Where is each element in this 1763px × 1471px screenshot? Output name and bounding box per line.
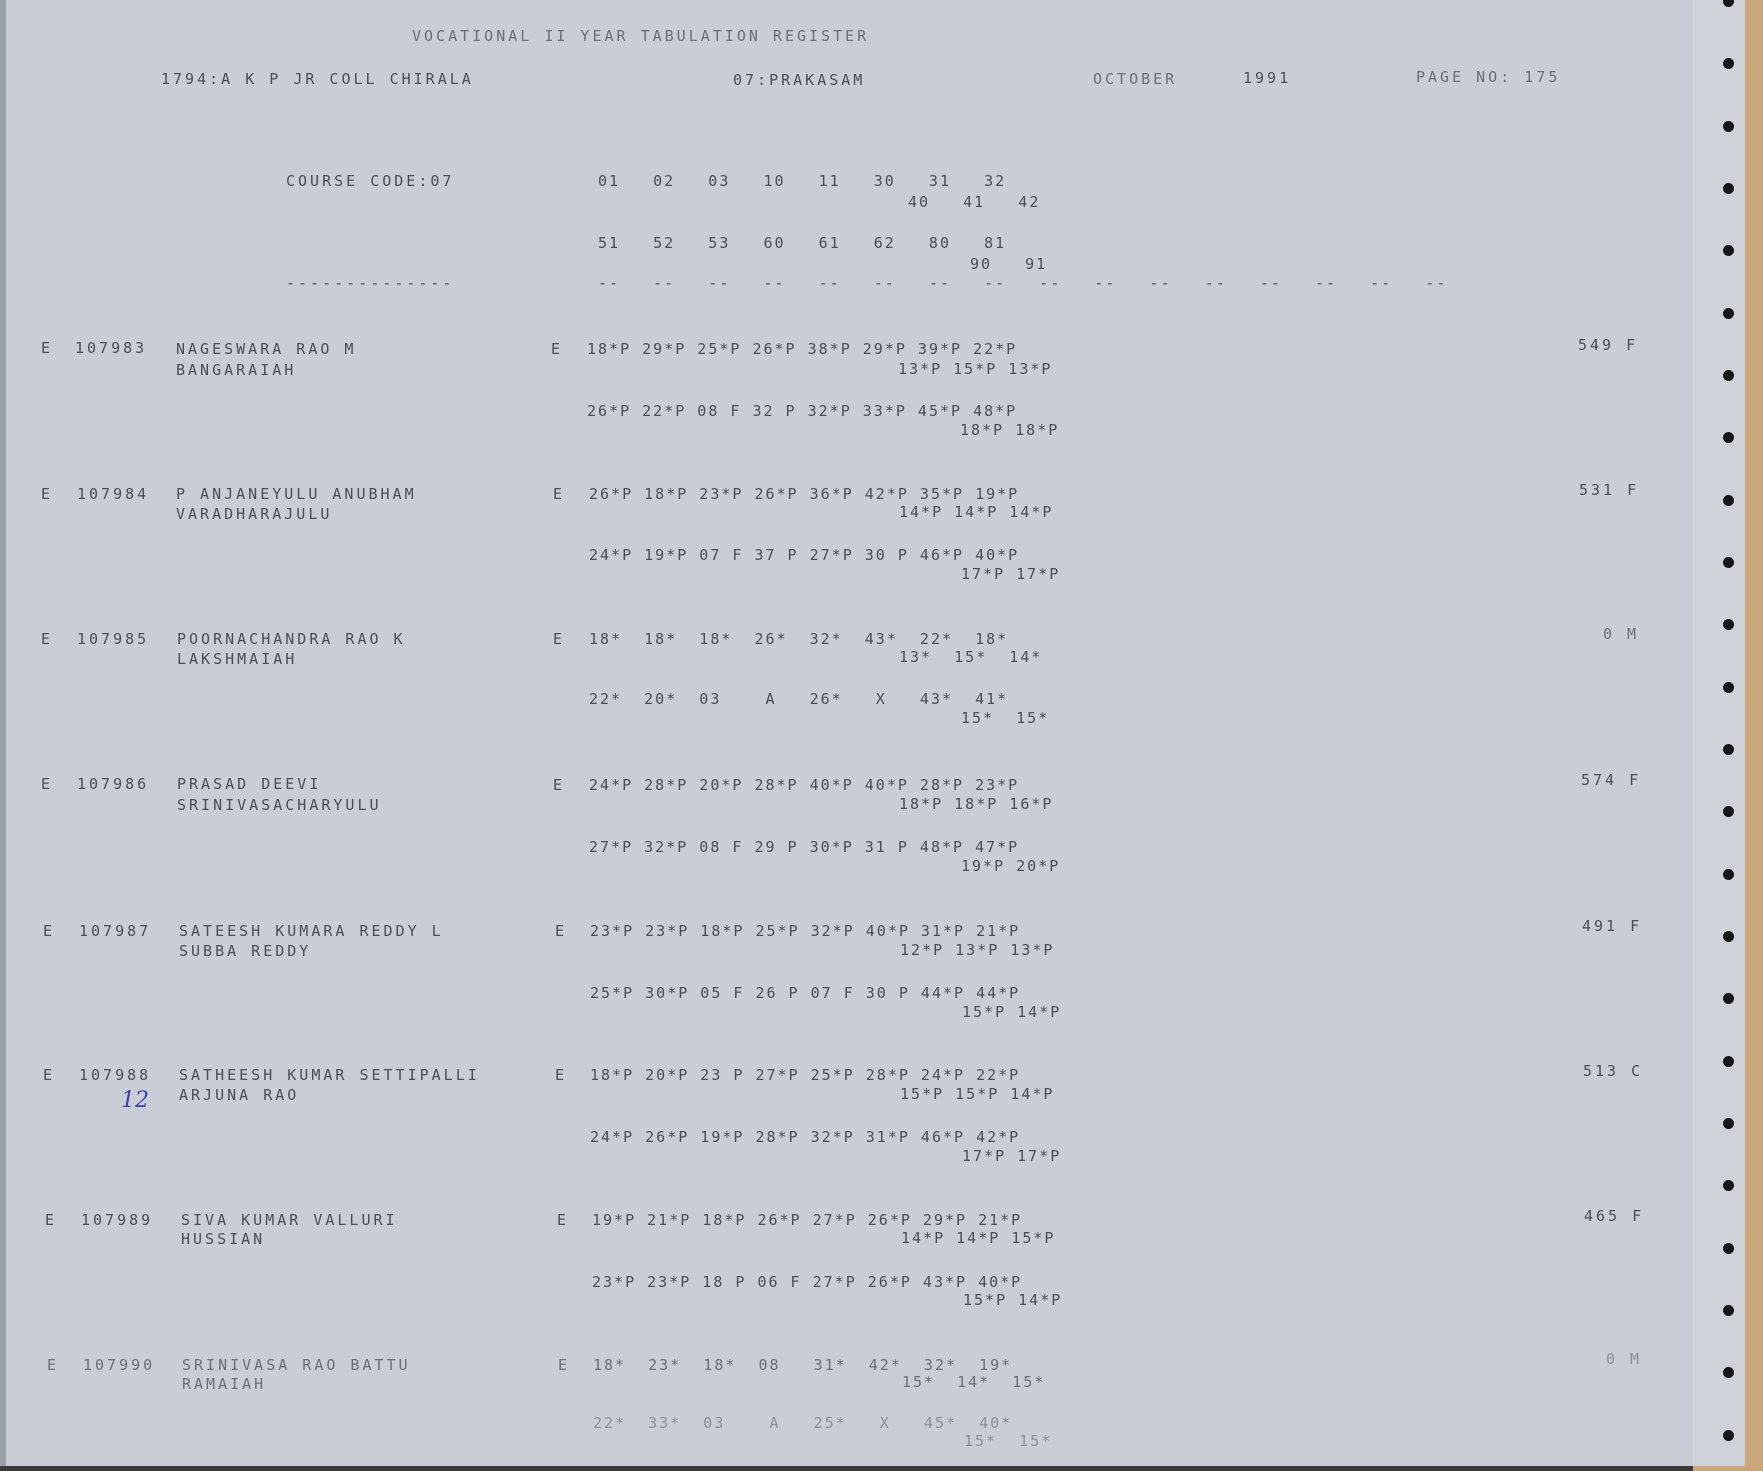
- total-result: 0 M: [1603, 625, 1640, 643]
- marks-row1b: 14*P 14*P 14*P: [899, 503, 1054, 521]
- marks-row2b: 15*P 14*P: [962, 1003, 1062, 1021]
- handwritten-note: 12: [121, 1088, 149, 1113]
- feed-hole: [1723, 1180, 1734, 1191]
- feed-hole: [1723, 0, 1734, 7]
- total-result: 531 F: [1579, 481, 1640, 499]
- marks-row2: 25*P 30*P 05 F 26 P 07 F 30 P 44*P 44*P: [590, 984, 1021, 1002]
- marks-row2: 23*P 23*P 18 P 06 F 27*P 26*P 43*P 40*P: [592, 1273, 1023, 1291]
- header-rule-left: --------------: [286, 274, 455, 292]
- register-number: 107990: [83, 1356, 156, 1374]
- parent-name: LAKSHMAIAH: [177, 650, 298, 668]
- marks-row1: 23*P 23*P 18*P 25*P 32*P 40*P 31*P 21*P: [590, 922, 1021, 940]
- college-name: 1794:A K P JR COLL CHIRALA: [161, 70, 474, 88]
- total-result: 513 C: [1583, 1062, 1644, 1080]
- subject-codes-row2b: 90 91: [970, 255, 1048, 273]
- feed-hole: [1723, 432, 1734, 443]
- record-prefix: E: [41, 339, 54, 357]
- total-result: 574 F: [1581, 771, 1642, 789]
- parent-name: HUSSIAN: [181, 1230, 266, 1248]
- student-name: SRINIVASA RAO BATTU: [182, 1356, 411, 1374]
- record-prefix: E: [43, 922, 56, 940]
- marks-row2b: 17*P 17*P: [962, 1147, 1062, 1165]
- register-number: 107988: [79, 1066, 152, 1084]
- subject-codes-row1: 01 02 03 10 11 30 31 32: [598, 172, 1007, 190]
- feed-hole: [1723, 806, 1734, 817]
- record-prefix: E: [41, 775, 54, 793]
- marks-row2b: 15* 15*: [964, 1432, 1053, 1450]
- record-prefix: E: [47, 1356, 60, 1374]
- marks-row2: 26*P 22*P 08 F 32 P 32*P 33*P 45*P 48*P: [587, 402, 1018, 420]
- exam-year: 1991: [1243, 69, 1292, 87]
- feed-hole: [1723, 1056, 1734, 1067]
- medium: E: [555, 1066, 568, 1084]
- parent-name: VARADHARAJULU: [176, 505, 333, 523]
- register-number: 107987: [79, 922, 152, 940]
- register-number: 107983: [75, 339, 148, 357]
- marks-row1: 26*P 18*P 23*P 26*P 36*P 42*P 35*P 19*P: [589, 485, 1020, 503]
- course-code: COURSE CODE:07: [286, 172, 455, 190]
- feed-hole: [1723, 1430, 1734, 1441]
- parent-name: SRINIVASACHARYULU: [177, 796, 382, 814]
- register-number: 107985: [77, 630, 150, 648]
- subject-codes-row1b: 40 41 42: [908, 193, 1041, 211]
- tractor-feed-strip: [1693, 0, 1745, 1466]
- feed-hole: [1723, 121, 1734, 132]
- marks-row1b: 15* 14* 15*: [902, 1373, 1046, 1391]
- marks-row2b: 19*P 20*P: [961, 857, 1061, 875]
- marks-row1: 18* 18* 18* 26* 32* 43* 22* 18*: [589, 630, 1009, 648]
- record-prefix: E: [43, 1066, 56, 1084]
- total-result: 465 F: [1584, 1207, 1645, 1225]
- total-result: 0 M: [1606, 1350, 1643, 1368]
- feed-hole: [1723, 869, 1734, 880]
- feed-hole: [1723, 1118, 1734, 1129]
- marks-row2: 24*P 26*P 19*P 28*P 32*P 31*P 46*P 42*P: [590, 1128, 1021, 1146]
- feed-hole: [1723, 557, 1734, 568]
- marks-row1: 19*P 21*P 18*P 26*P 27*P 26*P 29*P 21*P: [592, 1211, 1023, 1229]
- record-prefix: E: [45, 1211, 58, 1229]
- marks-row2b: 18*P 18*P: [960, 421, 1060, 439]
- subject-codes-row2: 51 52 53 60 61 62 80 81: [598, 234, 1007, 252]
- feed-hole: [1723, 1243, 1734, 1254]
- marks-row2b: 17*P 17*P: [961, 565, 1061, 583]
- marks-row2b: 15*P 14*P: [963, 1291, 1063, 1309]
- marks-row2: 24*P 19*P 07 F 37 P 27*P 30 P 46*P 40*P: [589, 546, 1020, 564]
- feed-hole: [1723, 993, 1734, 1004]
- marks-row1: 18* 23* 18* 08 31* 42* 32* 19*: [593, 1356, 1013, 1374]
- student-name: SATHEESH KUMAR SETTIPALLI: [179, 1066, 480, 1084]
- medium: E: [557, 1211, 570, 1229]
- feed-hole: [1723, 931, 1734, 942]
- parent-name: BANGARAIAH: [176, 361, 297, 379]
- feed-hole: [1723, 370, 1734, 381]
- district: 07:PRAKASAM: [733, 71, 866, 89]
- feed-hole: [1723, 495, 1734, 506]
- marks-row1b: 15*P 15*P 14*P: [900, 1085, 1055, 1103]
- record-prefix: E: [41, 630, 54, 648]
- student-name: PRASAD DEEVI: [177, 775, 322, 793]
- feed-hole: [1723, 58, 1734, 69]
- feed-hole: [1723, 245, 1734, 256]
- parent-name: SUBBA REDDY: [179, 942, 312, 960]
- marks-row2: 22* 33* 03 A 25* X 45* 40*: [593, 1414, 1013, 1432]
- exam-month: OCTOBER: [1093, 70, 1178, 88]
- feed-hole: [1723, 308, 1734, 319]
- student-name: POORNACHANDRA RAO K: [177, 630, 406, 648]
- marks-row1: 18*P 20*P 23 P 27*P 25*P 28*P 24*P 22*P: [590, 1066, 1021, 1084]
- medium: E: [551, 340, 564, 358]
- register-title: VOCATIONAL II YEAR TABULATION REGISTER: [412, 27, 870, 45]
- marks-row2b: 15* 15*: [961, 709, 1050, 727]
- feed-hole: [1723, 682, 1734, 693]
- student-name: SIVA KUMAR VALLURI: [181, 1211, 398, 1229]
- header-rule-right: -- -- -- -- -- -- -- -- -- -- -- -- -- -- -- --: [598, 274, 1448, 292]
- student-name: NAGESWARA RAO M: [176, 340, 357, 358]
- medium: E: [558, 1356, 571, 1374]
- medium: E: [553, 776, 566, 794]
- marks-row1b: 14*P 14*P 15*P: [901, 1229, 1056, 1247]
- record-prefix: E: [41, 485, 54, 503]
- total-result: 549 F: [1578, 336, 1639, 354]
- feed-hole: [1723, 744, 1734, 755]
- marks-row1b: 13* 15* 14*: [899, 648, 1043, 666]
- feed-hole: [1723, 183, 1734, 194]
- student-name: P ANJANEYULU ANUBHAM: [176, 485, 417, 503]
- feed-hole: [1723, 1305, 1734, 1316]
- total-result: 491 F: [1582, 917, 1643, 935]
- feed-hole: [1723, 1367, 1734, 1378]
- register-number: 107986: [77, 775, 150, 793]
- register-number: 107989: [81, 1211, 154, 1229]
- student-name: SATEESH KUMARA REDDY L: [179, 922, 444, 940]
- marks-row1b: 13*P 15*P 13*P: [898, 360, 1053, 378]
- parent-name: ARJUNA RAO: [179, 1086, 300, 1104]
- marks-row1: 24*P 28*P 20*P 28*P 40*P 40*P 28*P 23*P: [589, 776, 1020, 794]
- medium: E: [553, 630, 566, 648]
- marks-row1: 18*P 29*P 25*P 26*P 38*P 29*P 39*P 22*P: [587, 340, 1018, 358]
- marks-row2: 27*P 32*P 08 F 29 P 30*P 31 P 48*P 47*P: [589, 838, 1020, 856]
- register-number: 107984: [77, 485, 150, 503]
- parent-name: RAMAIAH: [182, 1375, 267, 1393]
- medium: E: [553, 485, 566, 503]
- marks-row1b: 18*P 18*P 16*P: [899, 795, 1054, 813]
- marks-row1b: 12*P 13*P 13*P: [900, 941, 1055, 959]
- medium: E: [555, 922, 568, 940]
- marks-row2: 22* 20* 03 A 26* X 43* 41*: [589, 690, 1009, 708]
- feed-hole: [1723, 619, 1734, 630]
- page-number: PAGE NO: 175: [1416, 68, 1561, 86]
